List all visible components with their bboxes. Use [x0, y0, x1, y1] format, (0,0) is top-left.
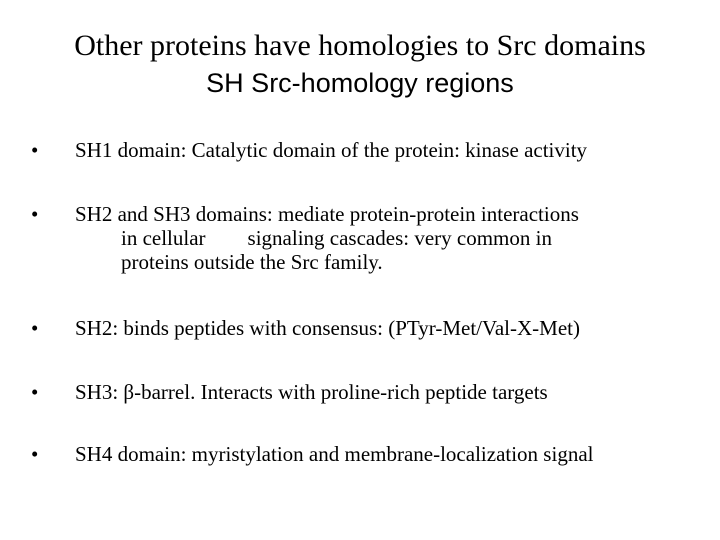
bullet-dot: • [31, 316, 39, 340]
bullet-dot: • [31, 380, 39, 404]
bullet-text: SH3: β-barrel. Interacts with proline-rich peptide targets [75, 380, 548, 404]
bullet-sh3 [31, 380, 691, 404]
bullet-text: SH2: binds peptides with consensus: (PTyr-Met/Val-X-Met) [75, 316, 580, 340]
slide-subtitle: SH Src-homology regions [206, 68, 514, 98]
slide-title: Other proteins have homologies to Src domains [74, 29, 646, 62]
bullet-text: SH2 and SH3 domains: mediate protein-protein interactions [75, 202, 579, 226]
bullet-dot: • [31, 202, 39, 226]
bullet-text-continued: in cellular signaling cascades: very common in [121, 226, 552, 250]
bullet-sh2 [31, 316, 691, 340]
bullet-text-continued: proteins outside the Src family. [121, 250, 383, 274]
bullet-dot: • [31, 442, 39, 466]
bullet-sh2-sh3 [31, 202, 691, 274]
bullet-sh1 [31, 138, 691, 162]
bullet-sh4 [31, 442, 691, 466]
bullet-text: SH4 domain: myristylation and membrane-localization signal [75, 442, 594, 466]
bullet-dot: • [31, 138, 39, 162]
bullet-text: SH1 domain: Catalytic domain of the protein: kinase activity [75, 138, 588, 162]
